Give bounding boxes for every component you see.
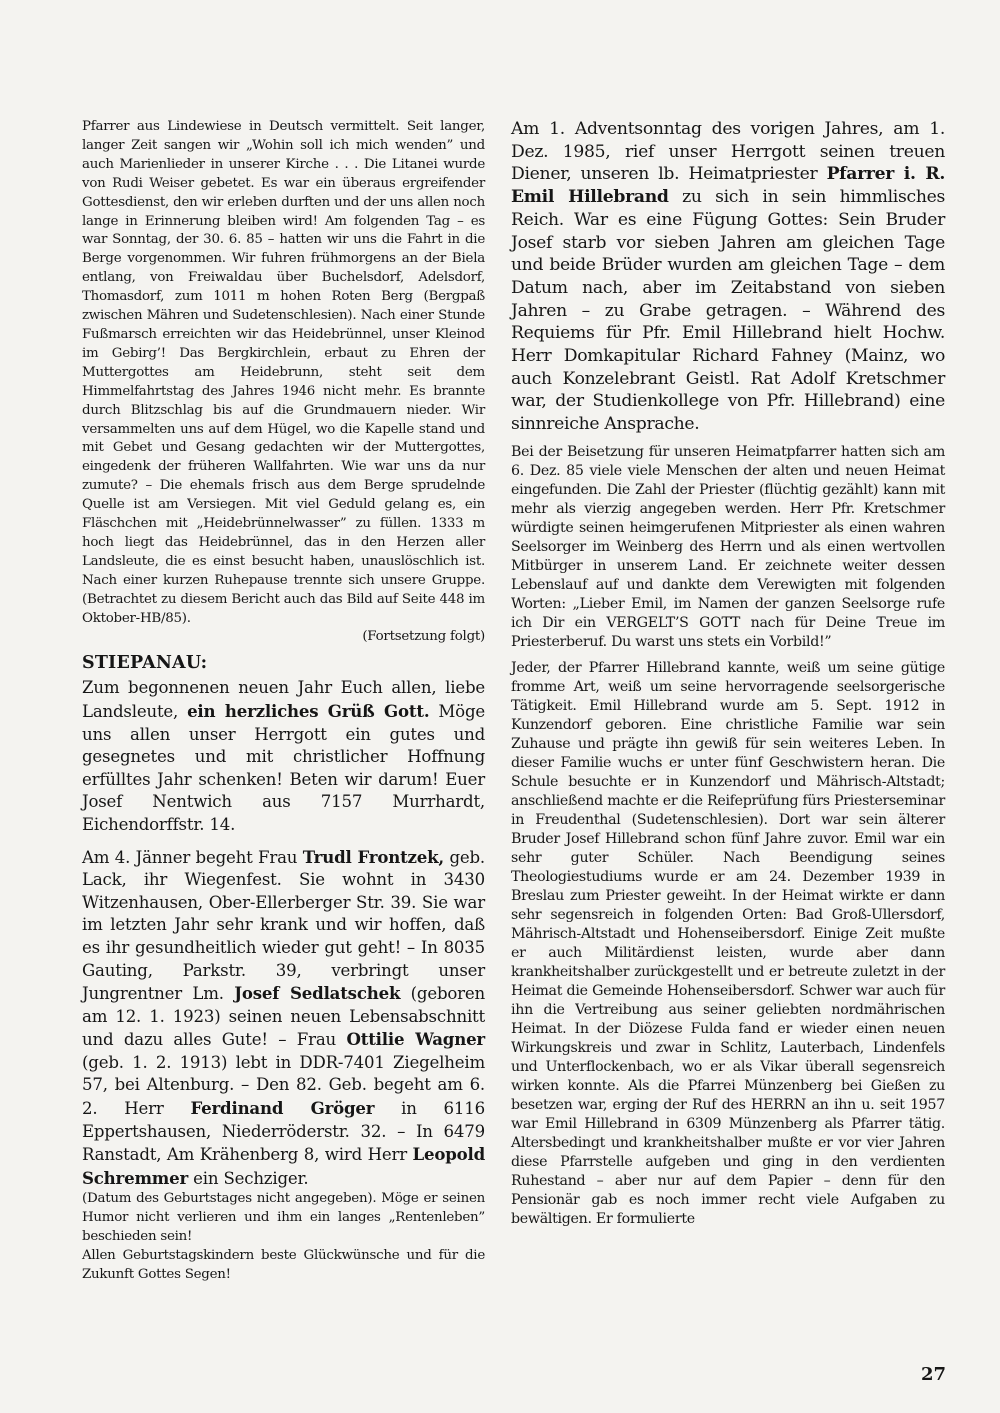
birthday-name: Leopold Schremmer — [82, 1144, 485, 1188]
greeting-text-end: Möge uns allen unser Herrgott ein gutes und gesegnetes und mit christlicher Hoffnung erfülltes Jahr schenken! Beten wir darum! Euer Josef Nentwich aus 7157 Murrhardt, Eichendorffstr. 14. — [82, 701, 485, 834]
biography-paragraph: Jeder, der Pfarrer Hillebrand kannte, weiß um seine gütige fromme Art, weiß um seine hervorragende seelsorgerische Tätigkeit. Emil Hillebrand wurde am 5. Sept. 1912 in Kunzendorf geboren. Eine christliche Familie war sein Zuhause und prägte ihn gewiß für sein weiteres Leben. In dieser Familie wuchs er unter fünf Geschwistern heran. Die Schule besuchte er in Kunzendorf und Mährisch-Altstadt; anschließend machte er die Reifeprüfung fürs Priesterseminar in Freudenthal (Sudetenschlesien). Dort war sein älterer Bruder Josef Hillebrand schon fünf Jahre zuvor. Emil war ein sehr guter Schüler. Nach Beendigung seines Theologiestudiums wurde er am 24. Dezember 1939 in Breslau zum Priester geweiht. In der Heimat wirkte er dann sehr segensreich in folgenden Orten: Bad Groß-Ullersdorf, Mährisch-Altstadt und Hohenseibersdorf. Einige Zeit mußte er auch Militärdienst leisten, wurde aber dann krankheitshalber zurückgestellt und er betreute zuletzt in der Heimat die Gemeinde Hohenseibersdorf. Schwer war auch für ihn die Vertreibung aus seiner geliebten nordmährischen Heimat. In der Diözese Fulda fand er wieder einen neuen Wirkungskreis und zwar in Schlitz, Lauterbach, Lindenfels und Unterflockenbach, wo er als Vikar überall segensreich wirken konnte. Als die Pfarrei Münzenberg bei Gießen zu besetzen war, erging der Ruf des HERRN an ihn u. seit 1957 war Emil Hillebrand in 6309 Münzenberg als Pfarrer tätig. Altersbedingt und krankheitshalber mußte er vor vier Jahren diese Pfarrstelle aufgeben und ging in den verdienten Ruhestand – aber nur auf dem Papier – denn für den Pensionär gab es noch immer recht viele Aufgaben zu bewältigen. Er formulierte — [511, 659, 945, 1227]
birthday-text: (geboren am 12. 1. 1923) seinen neuen Lebensabschnitt und dazu alles Gute! – Frau — [82, 984, 486, 1050]
birthday-text: (geb. 1. 2. 1913) lebt in DDR-7401 Ziegelheim 57, bei Altenburg. – Den 82. Geb. begeht am 6. 2. Herr — [82, 1052, 485, 1119]
birthday-text: geb. Lack, ihr Wiegenfest. Sie wohnt in 3430 Witzenhausen, Ober-Ellerberger Str. 39. Sie war im letzten Jahr sehr krank und wir hoffen, daß es ihr gesundheitlich wieder gut geht! – In 8035 Gauting, Parkstr. 39, verbringt unser Jungrentner Lm. — [82, 847, 485, 1004]
birthday-name: Ottilie Wagner — [346, 1029, 485, 1050]
obituary-text: zu sich in sein himmlisches Reich. War es eine Fügung Gottes: Sein Bruder Josef starb vor sieben Jahren am gleichen Tage und beide Brüder wurden am gleichen Tage – dem Datum nach, aber im Zeitabstand von sieben Jahren – zu Grabe getragen. – Während des Requiems für Pfr. Emil Hillebrand hielt Hochw. Herr Domkapitular Richard Fahney (Mainz, wo auch Konzelebrant Geistl. Rat Adolf Kretschmer war, der Studienkollege von Pfr. Hillebrand) eine sinnreiche Ansprache. — [511, 187, 945, 435]
obituary-intro-paragraph — [511, 118, 945, 436]
left-column — [82, 118, 485, 1285]
burial-paragraph: Bei der Beisetzung für unseren Heimatpfarrer hatten sich am 6. Dez. 85 viele viele Menschen der alten und neuen Heimat eingefunden. Die Zahl der Priester (flüchtig gezählt) kann mit mehr als vierzig angegeben werden. Herr Pfr. Kretschmer würdigte seinen heimgerufenen Mitpriester als einen wahren Seelsorger im Weinberg des Herrn und als einen wertvollen Mitbürger in unserem Land. Er zeichnete weiter dessen Lebenslauf auf und dankte dem Verewigten mit folgenden Worten: „Lieber Emil, im Namen der ganzen Seelsorge rufe ich Dir ein VERGELT’S GOTT nach für Deine Treue im Priesterberuf. Du warst uns stets ein Vorbild!” — [511, 443, 945, 650]
closing-wishes-paragraph: Allen Geburtstagskindern beste Glückwünsche und für die Zukunft Gottes Segen! — [82, 1248, 485, 1283]
greeting-bold-text: ein herzliches Grüß Gott. — [187, 700, 430, 721]
birthdays-paragraph — [82, 846, 485, 1191]
new-year-greeting-paragraph — [82, 677, 485, 836]
obituary-name: Pfarrer i. R. Emil Hillebrand — [511, 164, 945, 208]
birthday-name: Trudl Frontzek, — [302, 846, 445, 867]
continued-note: (Fortsetzung folgt) — [362, 629, 485, 645]
page-number: 27 — [920, 1364, 946, 1385]
birthday-text: ein Sechziger. — [188, 1168, 309, 1188]
birthday-note-paragraph: (Datum des Geburtstages nicht angegeben). Möge er seinen Humor nicht verlieren und ihm ein langes „Rentenleben” beschieden sein! — [82, 1191, 485, 1245]
pilgrimage-report-paragraph: Pfarrer aus Lindewiese in Deutsch vermittelt. Seit langer, langer Zeit sangen wir „Wohin soll ich mich wenden” und auch Marienlieder in unserer Kirche . . . Die Litanei wurde von Rudi Weiser gebetet. Es war ein überaus ergreifender Gottesdienst, den wir erleben durften und der uns allen noch lange in Erinnerung bleiben wird! Am folgenden Tag – es war Sonntag, der 30. 6. 85 – hatten wir uns die Fahrt in die Berge vorgenommen. Wir fuhren frühmorgens an der Biela entlang, von Freiwaldau über Buchelsdorf, Adelsdorf, Thomasdorf, zum 1011 m hohen Roten Berg (Bergpaß zwischen Mähren und Sudetenschlesien). Nach einer Stunde Fußmarsch erreichten wir das Heidebrünnel, unser Kleinod im Gebirg’! Das Bergkirchlein, erbaut zu Ehren der Muttergottes am Heidebrunn, steht seit dem Himmelfahrtstag des Jahres 1946 nicht mehr. Es brannte durch Blitzschlag bis auf die Grundmauern nieder. Wir versammelten uns auf dem Hügel, wo die Kapelle stand und mit Gebet und Gesang gedachten wir der Muttergottes, eingedenk der früheren Wallfahrten. Wie war uns da nur zumute? – Die ehemals frisch aus dem Berge sprudelnde Quelle ist am Versiegen. Mit viel Geduld gelang es, ein Fläschchen mit „Heidebrünnelwasser” zu füllen. 1333 m hoch liegt das Heidebrünnel, das in den Herzen aller Landsleute, die es einst besucht haben, unauslöschlich ist. Nach einer kurzen Ruhepause trennte sich unsere Gruppe. (Betrachtet zu diesem Bericht auch das Bild auf Seite 448 im Oktober-HB/85). — [82, 119, 485, 626]
greeting-text: Zum begonnenen neuen Jahr Euch allen, liebe Landsleute, — [82, 678, 485, 721]
right-column — [511, 118, 945, 1229]
birthday-text: in 6116 Eppertshausen, Niederröderstr. 32. – In 6479 Ranstadt, Am Krähenberg 8, wird Herr — [82, 1099, 485, 1165]
obituary-text: Am 1. Adventsonntag des vorigen Jahres, am 1. Dez. 1985, rief unser Herrgott seinen treuen Diener, unseren lb. Heimatpriester — [511, 119, 945, 185]
birthday-name: Ferdinand Gröger — [190, 1098, 375, 1119]
section-heading-stiepanau: STIEPANAU: — [82, 653, 208, 674]
birthday-name: Josef Sedlatschek — [234, 983, 401, 1004]
birthday-text: Am 4. Jänner begeht Frau — [82, 847, 303, 867]
